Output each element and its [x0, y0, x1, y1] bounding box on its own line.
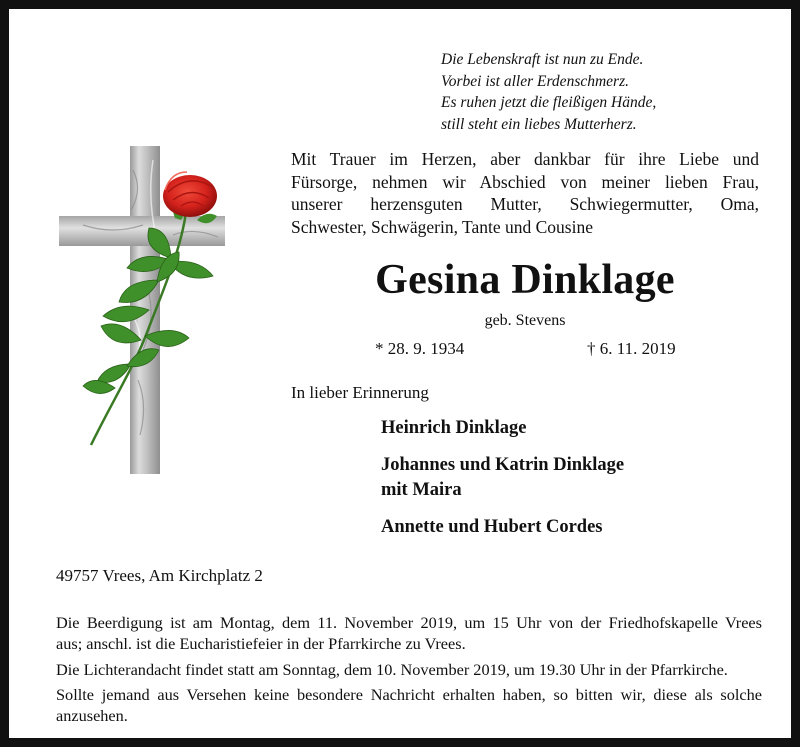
disclaimer-line: Sollte jemand aus Versehen keine besondere Nachricht erhalten haben, so bitten wir, diese als solche — [56, 685, 762, 704]
funeral-notice-line: aus; anschl. ist die Eucharistiefeier in der Pfarrkirche zu Vrees. — [56, 634, 466, 653]
intro-text — [291, 148, 759, 238]
cross-icon — [53, 140, 243, 480]
disclaimer-line: anzusehen. — [56, 706, 128, 725]
death-date: † 6. 11. 2019 — [587, 339, 676, 358]
vigil-notice — [56, 659, 762, 680]
intro-line: unserer herzensguten Mutter, Schwiegermutter, Oma, — [291, 194, 759, 214]
mourner-name: Annette und Hubert Cordes — [381, 517, 603, 537]
mourner-name: Johannes und Katrin Dinklage — [381, 455, 625, 475]
address: 49757 Vrees, Am Kirchplatz 2 — [56, 566, 263, 585]
motto-verse — [441, 49, 741, 135]
memory-label: In lieber Erinnerung — [291, 383, 429, 402]
intro-line: Mit Trauer im Herzen, aber dankbar für ihre Liebe und — [291, 149, 759, 169]
vigil-notice-line: Die Lichterandacht findet statt am Sonntag, dem 10. November 2019, um 19.30 Uhr in der Pfarrkirche. — [56, 660, 728, 679]
intro-line: Fürsorge, nehmen wir Abschied von meiner lieben Frau, — [291, 171, 759, 192]
deceased-name: Gesina Dinklage — [375, 257, 675, 303]
motto-line: Die Lebenskraft ist nun zu Ende. — [441, 51, 644, 68]
cross-with-rose-image — [53, 140, 243, 480]
birth-date: * 28. 9. 1934 — [375, 339, 465, 358]
motto-line: Es ruhen jetzt die fleißigen Hände, — [441, 94, 657, 111]
birth-name: geb. Stevens — [484, 312, 566, 329]
motto-line: Vorbei ist aller Erdenschmerz. — [441, 72, 629, 90]
no-notice-disclaimer — [56, 684, 762, 726]
rose-icon — [163, 172, 217, 223]
motto-line: still steht ein liebes Mutterherz. — [441, 115, 637, 133]
funeral-notice-line: Die Beerdigung ist am Montag, dem 11. November 2019, um 15 Uhr von der Friedhofskapelle Vrees — [56, 613, 762, 632]
mourner-name: Heinrich Dinklage — [381, 418, 527, 438]
intro-line: Schwester, Schwägerin, Tante und Cousine — [291, 216, 593, 237]
funeral-notice — [56, 612, 762, 654]
mourner-name: mit Maira — [381, 480, 462, 500]
